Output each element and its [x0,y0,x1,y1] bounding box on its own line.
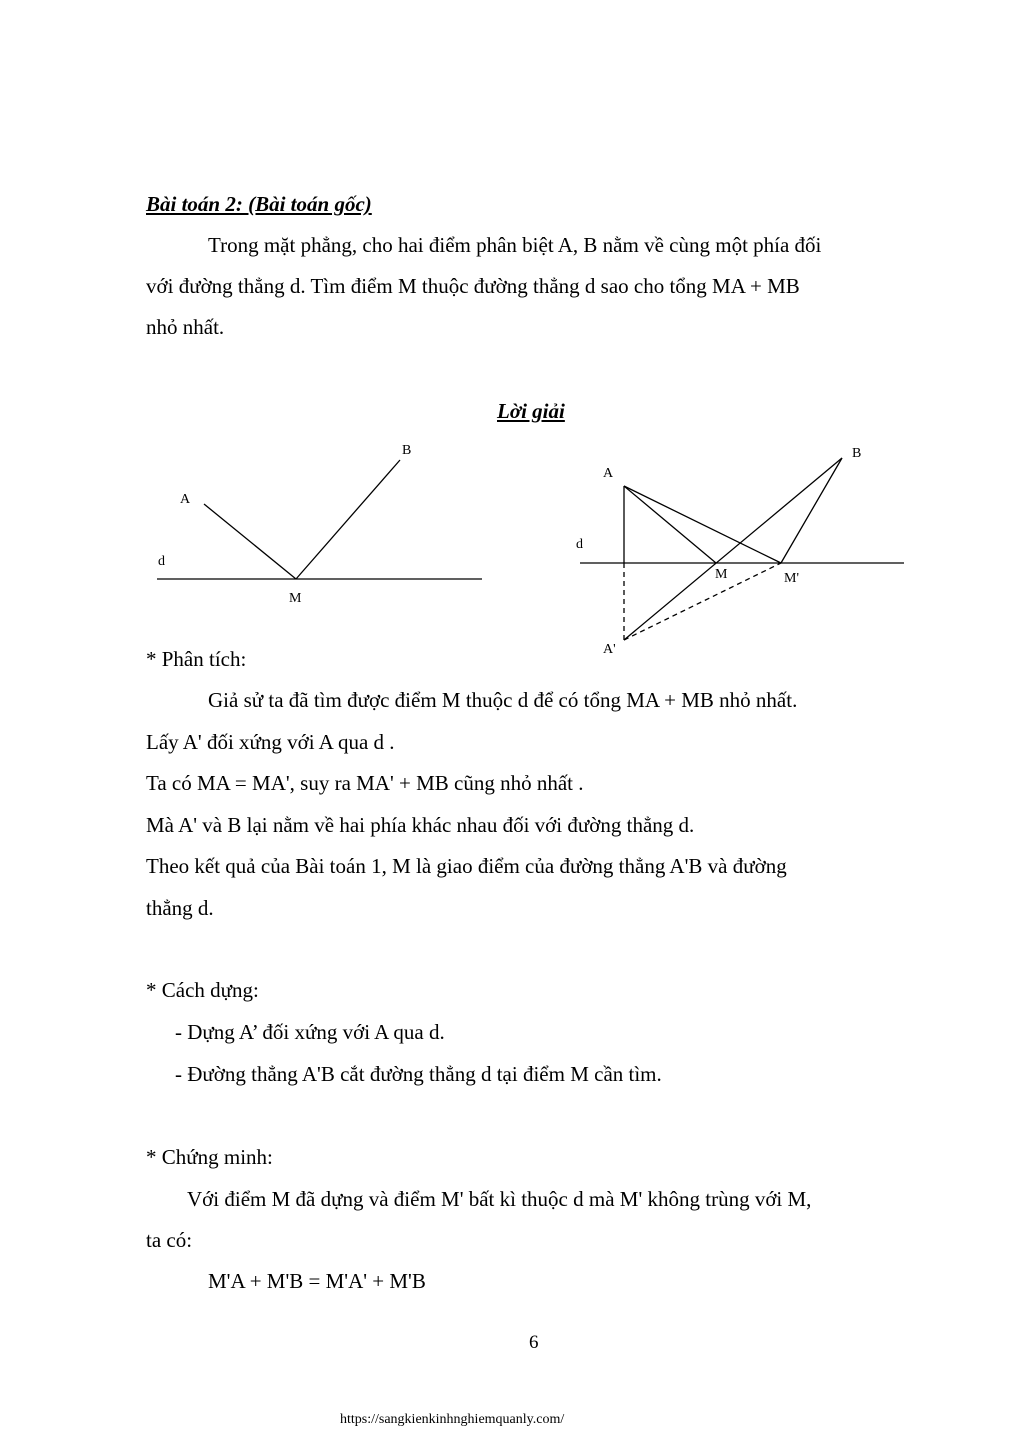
analysis-line-4: Mà A' và B lại nằm về hai phía khác nhau đối với đường thẳng d. [146,813,695,837]
fig2-segment-m2b [781,458,842,563]
figure-1 [157,460,482,579]
proof-line-1: Với điểm M đã dựng và điểm M' bất kì thuộc d mà M' không trùng với M, [187,1187,812,1211]
analysis-line-1: Giả sử ta đã tìm được điểm M thuộc d để có tổng MA + MB nhỏ nhất. [208,688,798,712]
analysis-line-5: Theo kết quả của Bài toán 1, M là giao điểm của đường thẳng A'B và đường [146,854,787,878]
fig2-label-d: d [576,537,583,552]
problem-statement-line-2: với đường thẳng d. Tìm điểm M thuộc đường thẳng d sao cho tổng MA + MB [146,274,800,298]
construction-heading: * Cách dựng: [146,978,259,1002]
analysis-line-3: Ta có MA = MA', suy ra MA' + MB cũng nhỏ nhất . [146,771,584,795]
problem-statement-line-1: Trong mặt phẳng, cho hai điểm phân biệt A, B nằm về cùng một phía đối [208,233,822,257]
proof-line-2: ta có: [146,1228,193,1252]
fig1-label-b: B [402,443,412,458]
analysis-heading: * Phân tích: [146,647,247,671]
fig1-segment-am [204,504,296,579]
fig1-label-m: M [289,591,302,606]
construction-step-1: - Dựng A’ đối xứng với A qua d. [175,1020,445,1044]
fig2-label-m-prime: M' [784,571,799,586]
analysis-line-6: thẳng d. [146,896,214,920]
solution-heading: Lời giải [497,399,565,423]
fig1-segment-mb [296,460,400,579]
problem-title: Bài toán 2: (Bài toán gốc) [146,192,372,216]
construction-step-2: - Đường thẳng A'B cắt đường thẳng d tại điểm M cần tìm. [175,1062,662,1086]
analysis-line-2: Lấy A' đối xứng với A qua d . [146,730,395,754]
fig1-label-a: A [180,492,191,507]
geometry-figures [0,0,1023,700]
footer-url[interactable]: https://sangkienkinhnghiemquanly.com/ [340,1412,565,1427]
proof-heading: * Chứng minh: [146,1145,273,1169]
fig2-label-m: M [715,567,728,582]
fig1-label-d: d [158,554,165,569]
fig2-label-a-prime: A' [603,642,616,657]
figure-2 [580,458,904,640]
fig2-label-b: B [852,446,862,461]
proof-equation: M'A + M'B = M'A' + M'B [208,1269,426,1293]
problem-statement-line-3: nhỏ nhất. [146,315,225,339]
fig2-label-a: A [603,466,614,481]
page-number: 6 [529,1332,539,1353]
fig2-segment-a2b [624,458,842,640]
